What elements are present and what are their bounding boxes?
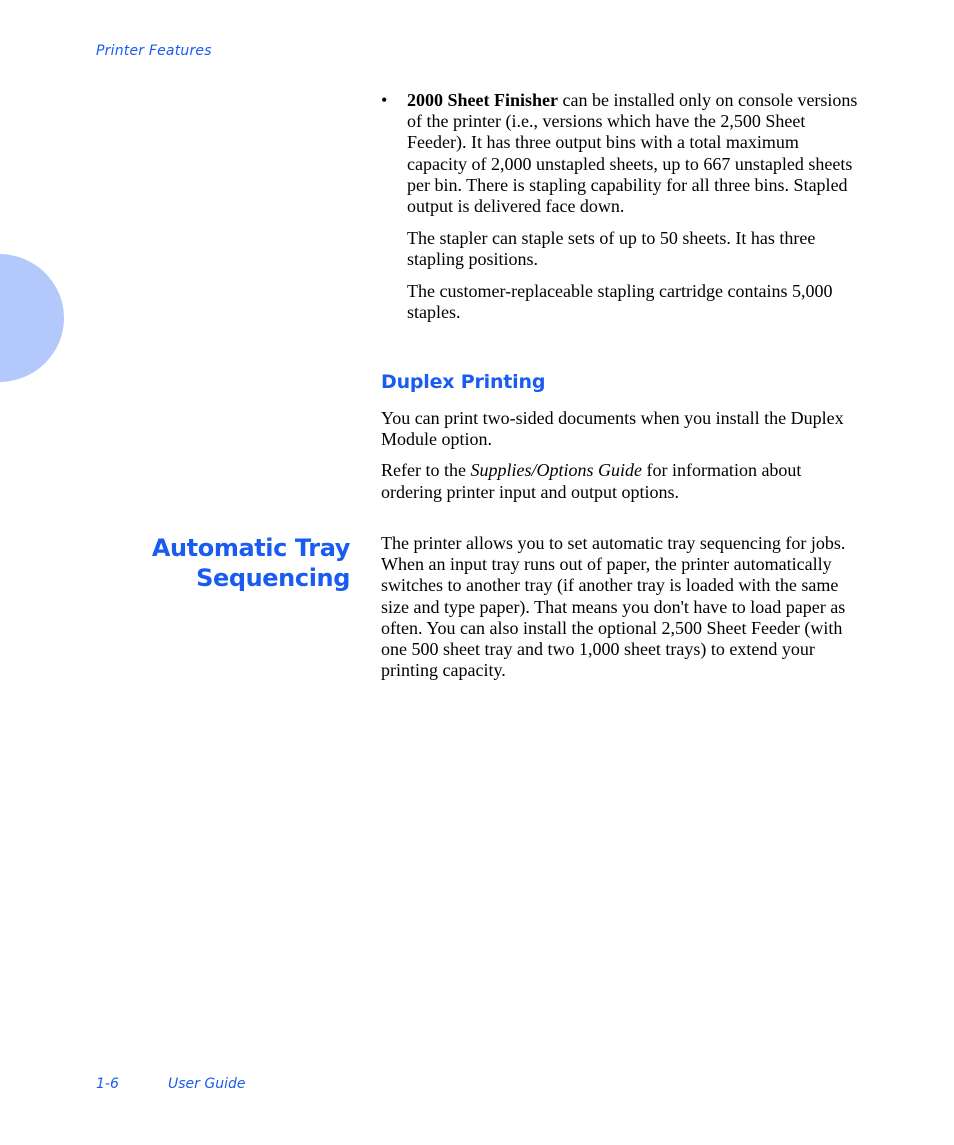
finisher-description [407,90,861,217]
chapter-tab-marker [0,254,64,382]
duplex-paragraph-1: You can print two-sided documents when you install the Duplex Module option. [381,408,844,450]
footer-doc-title: User Guide [168,1076,246,1092]
duplex-para2-suffix: for information about ordering printer input and output options. [381,460,802,502]
finisher-term: 2000 Sheet Finisher [407,90,558,110]
tray-sequencing-section [381,533,861,681]
tray-sequencing-heading-line1: Automatic Tray [151,534,350,562]
finisher-section [381,90,861,323]
finisher-description-text: can be installed only on console versions of the printer (i.e., versions which have the 2,500 Sheet Feeder). It has three output bins with a total maximum capacity of 2,000 unstapled sheets, up to 667 unstapled sheets per bin. There is stapling capability for all three bins. Stapled output is delivered face down. [407,90,858,217]
cartridge-paragraph: The customer-replaceable stapling cartridge contains 5,000 staples. [407,280,833,322]
duplex-section [381,408,861,503]
tray-sequencing-paragraph: The printer allows you to set automatic tray sequencing for jobs. When an input tray runs out of paper, the printer automatically switches to another tray (if another tray is loaded with the same size and type paper). That means you don't have to load paper as often. You can also install the optional 2,500 Sheet Feeder (with one 500 sheet tray and two 1,000 sheet trays) to extend your printing capacity. [381,533,846,681]
footer-page-number: 1-6 [96,1076,119,1092]
duplex-para2-prefix: Refer to the [381,460,471,481]
stapler-paragraph: The stapler can staple sets of up to 50 sheets. It has three stapling positions. [407,228,816,270]
bullet-item-finisher [381,90,861,217]
tray-sequencing-heading-line2: Sequencing [196,564,350,592]
tray-sequencing-heading [100,533,350,593]
bullet-icon: • [381,90,388,110]
duplex-heading: Duplex Printing [381,371,546,393]
duplex-paragraph-2 [381,460,861,502]
running-header: Printer Features [96,43,212,59]
options-guide-reference: Supplies/Options Guide [470,460,642,481]
